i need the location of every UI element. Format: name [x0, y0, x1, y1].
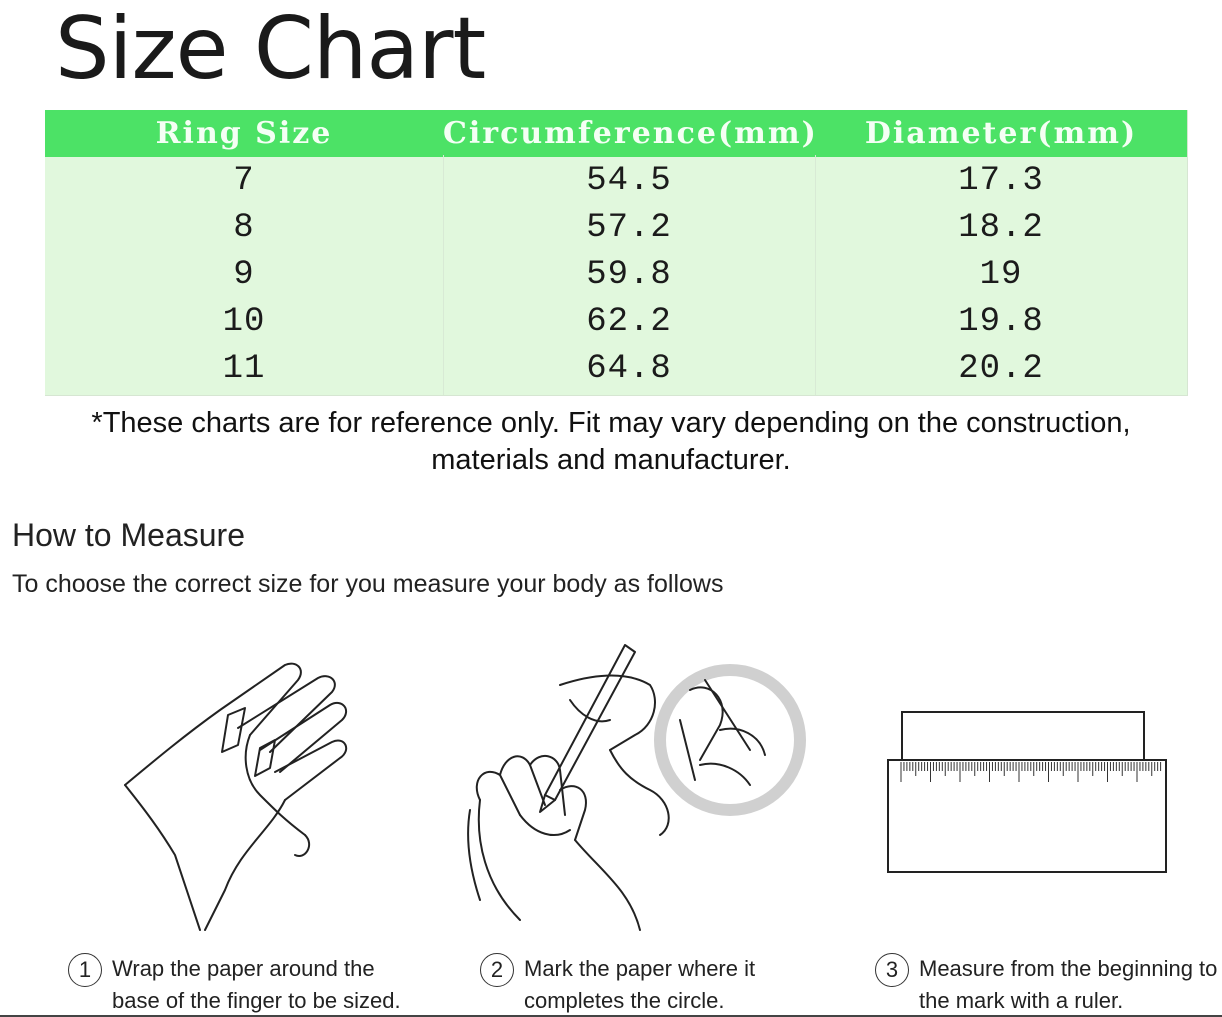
header-circumference: Circumference(mm): [443, 116, 818, 151]
ruler: [888, 760, 1166, 872]
paper-strip: [902, 712, 1144, 762]
table-row: [45, 157, 1187, 204]
cell-circumference: 59.8: [586, 255, 672, 294]
cell-diameter: 20.2: [958, 349, 1044, 388]
ruler-illustration: [885, 708, 1170, 878]
cell-diameter: 19.8: [958, 302, 1044, 341]
cell-ring-size: 10: [222, 302, 266, 341]
table-row: [45, 345, 1187, 392]
step-number: 2: [480, 953, 514, 987]
note-line-1: *These charts are for reference only. Fit may vary depending on the construction,: [91, 407, 1131, 439]
header-ring-size: Ring Size: [155, 116, 333, 151]
page-title: Size Chart: [55, 0, 486, 99]
step-number: 3: [875, 953, 909, 987]
cell-ring-size: 7: [233, 161, 255, 200]
cell-circumference: 64.8: [586, 349, 672, 388]
hand-wrap-illustration: [110, 660, 370, 940]
size-table: [45, 110, 1188, 396]
mark-paper-illustration: [460, 640, 810, 940]
how-to-measure-subtitle: To choose the correct size for you measure your body as follows: [12, 570, 724, 598]
column-divider: [815, 155, 816, 395]
cell-diameter: 18.2: [958, 208, 1044, 247]
step-number: 1: [68, 953, 102, 987]
step-2: [480, 953, 755, 1017]
table-row: [45, 204, 1187, 251]
cell-diameter: 17.3: [958, 161, 1044, 200]
cell-diameter: 19: [979, 255, 1023, 294]
cell-circumference: 54.5: [586, 161, 672, 200]
how-to-measure-title: How to Measure: [12, 517, 245, 553]
note-line-2: materials and manufacturer.: [431, 444, 791, 476]
header-diameter: Diameter(mm): [864, 116, 1138, 151]
column-divider: [443, 155, 444, 395]
cell-ring-size: 8: [233, 208, 255, 247]
table-header: [45, 110, 1187, 157]
step-text: Measure from the beginning to the mark with a ruler.: [919, 956, 1218, 1013]
table-row: [45, 251, 1187, 298]
cell-circumference: 62.2: [586, 302, 672, 341]
step-text: Wrap the paper around the base of the finger to be sized.: [112, 956, 401, 1013]
magnifier-circle: [660, 670, 800, 810]
disclaimer-note: [0, 405, 1222, 479]
step-3: [875, 953, 1217, 1017]
cell-circumference: 57.2: [586, 208, 672, 247]
step-1: [68, 953, 401, 1017]
step-text: Mark the paper where it completes the circle.: [524, 956, 756, 1013]
cell-ring-size: 11: [222, 349, 266, 388]
cell-ring-size: 9: [233, 255, 255, 294]
table-row: [45, 298, 1187, 345]
